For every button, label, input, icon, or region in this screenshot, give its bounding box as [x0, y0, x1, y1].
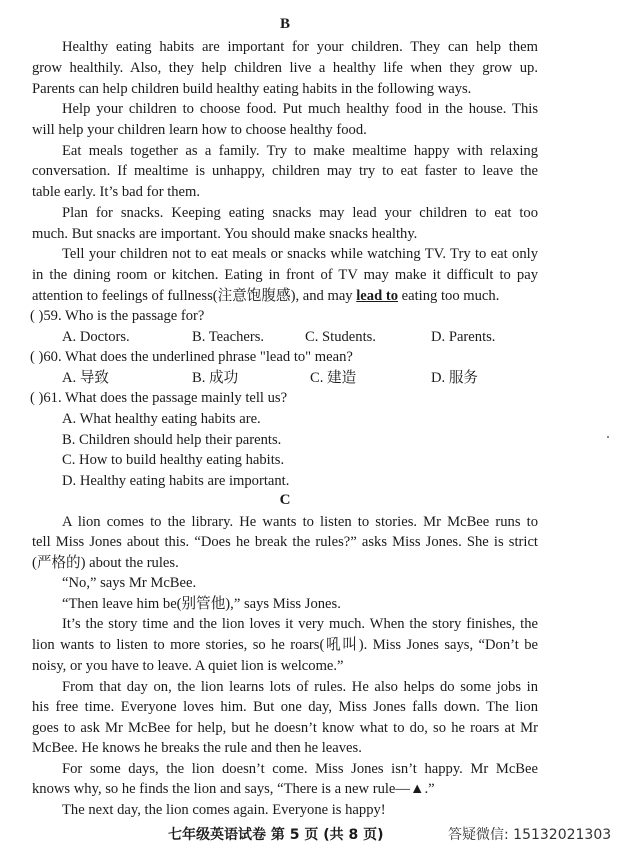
paragraph-line: grow healthily. Also, they help children live a healthy life when they grow up. [32, 60, 538, 76]
paragraph-line: Plan for snacks. Keeping eating snacks may lead your children to eat too [62, 205, 538, 221]
paragraph-line: From that day on, the lion learns lots of rules. He also helps do some jobs in [62, 679, 538, 695]
q59-option-a: A. Doctors. [62, 329, 130, 345]
question-60-prompt: ( )60. What does the underlined phrase "lead to" mean? [30, 349, 353, 365]
paragraph-line: McBee. He knows he breaks the rule and then he leaves. [32, 740, 362, 756]
contact-footer: 答疑微信: 15132021303 [448, 827, 612, 843]
paragraph-line: much. But snacks are important. You should make snacks healthy. [32, 226, 418, 242]
q60-option-b: B. 成功 [192, 370, 239, 386]
section-c-heading: C [279, 492, 291, 508]
paragraph-line: “No,” says Mr McBee. [62, 575, 197, 591]
paragraph-line: his free time. Everyone loves him. But one day, Miss Jones falls down. The lion [32, 699, 538, 715]
q60-option-d: D. 服务 [431, 370, 479, 386]
blank-triangle-icon: ▲ [410, 781, 425, 797]
paragraph-line: “Then leave him be(别管他),” says Miss Jones. [62, 596, 341, 612]
paragraph-line: The next day, the lion comes again. Everyone is happy! [62, 802, 386, 818]
text-segment: eating too much. [398, 288, 500, 304]
q61-option-a: A. What healthy eating habits are. [62, 411, 261, 427]
paragraph-line: A lion comes to the library. He wants to listen to stories. Mr McBee runs to [62, 514, 538, 530]
paragraph-line: tell Miss Jones about this. “Does he break the rules?” asks Miss Jones. She is strict [32, 534, 538, 550]
paragraph-line-with-blank [32, 779, 538, 799]
text-segment: knows why, so he finds the lion and says, “There is a new rule— [32, 781, 411, 797]
paragraph-line: table early. It’s bad for them. [32, 184, 201, 200]
q61-option-c: C. How to build healthy eating habits. [62, 452, 285, 468]
text-segment: .” [424, 781, 435, 797]
paragraph-line: goes to ask Mr McBee for help, but he doesn’t know what to do, so he roars at Mr [32, 720, 538, 736]
paragraph-line-with-underline [32, 286, 538, 306]
section-b-heading: B [279, 16, 290, 32]
text-segment: attention to feelings of fullness(注意饱腹感), and may [32, 288, 357, 304]
paragraph-line: It’s the story time and the lion loves it very much. When the story finishes, the [62, 616, 538, 632]
underlined-phrase: lead to [356, 288, 399, 304]
paragraph-line: Parents can help children build healthy eating habits in the following ways. [32, 81, 472, 97]
page-footer: 七年级英语试卷 第 5 页 (共 8 页) [168, 827, 384, 843]
paragraph-line: For some days, the lion doesn’t come. Miss Jones isn’t happy. Mr McBee [62, 761, 538, 777]
q60-option-a: A. 导致 [62, 370, 110, 386]
paragraph-line: will help your children learn how to choose healthy food. [32, 122, 367, 138]
paragraph-line: (严格的) about the rules. [32, 555, 179, 571]
q59-option-b: B. Teachers. [192, 329, 265, 345]
question-59-prompt: ( )59. Who is the passage for? [30, 308, 205, 324]
paragraph-line: conversation. If mealtime is unhappy, children may try to eat faster to leave the [32, 163, 538, 179]
paragraph-line: lion wants to listen to more stories, so he roars(吼叫). Miss Jones says, “Don’t be [32, 637, 538, 653]
paragraph-line: in the dining room or kitchen. Eating in front of TV may make it difficult to pay [32, 267, 538, 283]
q59-option-c: C. Students. [305, 329, 376, 345]
q61-option-d: D. Healthy eating habits are important. [62, 473, 290, 489]
paragraph-line: Healthy eating habits are important for your children. They can help them [62, 39, 538, 55]
paragraph-line: Help your children to choose food. Put much healthy food in the house. This [62, 101, 538, 117]
q60-option-c: C. 建造 [310, 370, 357, 386]
paragraph-line: Eat meals together as a family. Try to make mealtime happy with relaxing [62, 143, 538, 159]
q61-option-b: B. Children should help their parents. [62, 432, 282, 448]
paragraph-line: noisy, or you have to leave. A quiet lion is welcome.” [32, 658, 344, 674]
scan-speck [607, 436, 609, 438]
q59-option-d: D. Parents. [431, 329, 496, 345]
paragraph-line: Tell your children not to eat meals or snacks while watching TV. Try to eat only [62, 246, 538, 262]
question-61-prompt: ( )61. What does the passage mainly tell us? [30, 390, 288, 406]
